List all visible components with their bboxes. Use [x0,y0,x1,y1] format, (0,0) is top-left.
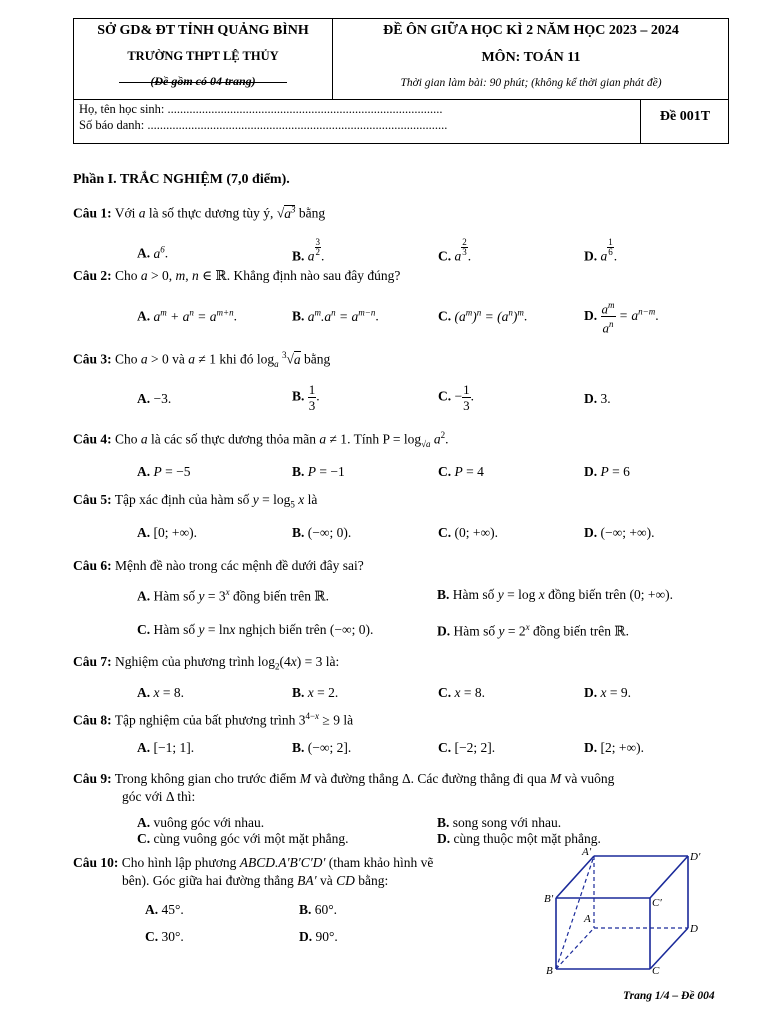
q4-option-c[interactable]: C. P = 4 [438,464,484,479]
label-D: D [690,923,698,935]
q5-option-c[interactable]: C. (0; +∞). [438,525,498,540]
q6-option-b[interactable]: B. Hàm số y = log x đồng biến trên (0; +∞). [437,587,673,602]
question-7: Câu 7: Nghiệm của phương trình $\log_2(4x) = 3$ là: [73,654,340,672]
q9-option-a[interactable]: A. vuông góc với nhau. [137,815,265,830]
q3-option-c[interactable]: C. − $\frac{1}{3}$ . [438,382,474,413]
q8-option-c[interactable]: C. [−2; 2]. [438,740,496,755]
label-A: A [584,913,591,925]
subject: MÔN: TOÁN 11 [481,50,581,65]
q8-option-b[interactable]: B. (−∞; 2]. [292,740,352,755]
q10-option-b[interactable]: B. 60°. [299,902,338,917]
question-6: Câu 6: Mệnh đề nào trong các mệnh đề dưới đây sai? [73,558,364,573]
school-name: TRƯỜNG THPT LỆ THỦY [127,49,279,63]
q4-option-a[interactable]: A. P = −5 [137,464,191,479]
question-5: Câu 5: Tập xác định của hàm số $y = \log_5 x$ là [73,492,318,510]
section-title: Phần I. TRẮC NGHIỆM (7,0 điểm). [73,172,290,187]
q8-option-a[interactable]: A. [−1; 1]. [137,740,195,755]
label-A1: A′ [582,846,592,858]
question-1: Câu 1: Với a là số thực dương tùy ý, $√a^3$ bằng [73,204,326,221]
page-footer: Trang 1/4 – Đề 004 [623,990,715,1002]
q9-option-d[interactable]: D. cùng thuộc một mặt phẳng. [437,831,601,846]
q1-option-b[interactable]: B. a $\frac{3}{2}$ . [292,237,325,264]
q2-option-b[interactable]: B. $a^m.a^n = a^{m-n}$. [292,307,379,324]
label-B: B [546,965,553,977]
question-3: Câu 3: Cho a > 0 và a ≠ 1 khi đó $\log_a ^3√a$ bằng [73,350,331,370]
q5-option-d[interactable]: D. (−∞; +∞). [584,525,655,540]
q7-option-d[interactable]: D. x = 9. [584,685,631,700]
q3-option-d[interactable]: D. 3. [584,391,611,406]
q10-option-d[interactable]: D. 90°. [299,929,338,944]
question-9: Câu 9: Trong không gian cho trước điểm M và đường thẳng Δ. Các đường thẳng đi qua M và vuông [73,771,615,786]
time-note: Thời gian làm bài: 90 phút; (không kể thời gian phát đề) [400,77,662,89]
q2-option-a[interactable]: A. $a^m + a^n = a^{m+n}$. [137,307,237,324]
q3-option-b[interactable]: B. $\frac{1}{3}$ . [292,382,320,413]
q1-option-a[interactable]: A. $a^6$. [137,244,169,261]
q3-option-a[interactable]: A. −3. [137,391,172,406]
q6-option-c[interactable]: C. Hàm số y = lnx nghịch biến trên (−∞; 0). [137,622,374,637]
q10-option-c[interactable]: C. 30°. [145,929,184,944]
cube-figure [540,846,710,978]
q7-option-c[interactable]: C. x = 8. [438,685,485,700]
q9-option-c[interactable]: C. cùng vuông góc với một mặt phẳng. [137,831,349,846]
question-10: Câu 10: Cho hình lập phương ABCD.A′B′C′D′ (tham khảo hình vẽ [73,855,434,870]
question-9-line2: góc với Δ thì: [122,789,196,804]
q6-option-a[interactable]: A. Hàm số $y = 3^x$ đồng biến trên ℝ. [137,587,329,604]
question-2: Câu 2: Cho a > 0, m, n ∈ ℝ. Khẳng định nào sau đây đúng? [73,268,401,283]
q5-option-b[interactable]: B. (−∞; 0). [292,525,352,540]
q2-option-c[interactable]: C. $(a^m)^n = (a^n)^m$. [438,307,528,324]
label-D1: D′ [690,851,701,863]
q10-option-a[interactable]: A. 45°. [145,902,184,917]
exam-header [73,18,729,144]
id-line: Số báo danh: ................................................................................................ [79,118,448,132]
q4-option-b[interactable]: B. P = −1 [292,464,345,479]
q2-option-d[interactable]: D. $\frac{a^m}{a^n}$ = $a^{n-m}$. [584,300,659,336]
q1-option-c[interactable]: C. a $\frac{2}{3}$ . [438,237,472,264]
exam-title: ĐỀ ÔN GIỮA HỌC KÌ 2 NĂM HỌC 2023 – 2024 [383,23,679,38]
q5-option-a[interactable]: A. [0; +∞). [137,525,197,540]
name-line: Họ, tên học sinh: ........................................................................................ [79,102,443,116]
pages-note: (Đề gồm có 04 trang) [150,74,256,88]
question-4: Câu 4: Cho a là các số thực dương thỏa mãn a ≠ 1. Tính $P = \log_{√a} a^2$. [73,430,449,450]
q8-option-d[interactable]: D. [2; +∞). [584,740,644,755]
question-8: Câu 8: Tập nghiệm của bất phương trình $3^{4-x} \ge 9$ là [73,711,354,728]
q9-option-b[interactable]: B. song song với nhau. [437,815,562,830]
q6-option-d[interactable]: D. Hàm số $y = 2^x$ đồng biến trên ℝ. [437,622,629,639]
question-10-line2: bên). Góc giữa hai đường thẳng BA′ và CD bằng: [122,873,389,888]
q7-option-b[interactable]: B. x = 2. [292,685,339,700]
q1-option-d[interactable]: D. a $\frac{1}{6}$ . [584,237,618,264]
label-C1: C′ [652,897,662,909]
label-B1: B′ [544,893,554,905]
q7-option-a[interactable]: A. x = 8. [137,685,184,700]
label-C: C [652,965,660,977]
q4-option-d[interactable]: D. P = 6 [584,464,630,479]
dept-name: SỞ GD& ĐT TỈNH QUẢNG BÌNH [97,23,309,38]
exam-code: Đề 001T [659,109,711,124]
